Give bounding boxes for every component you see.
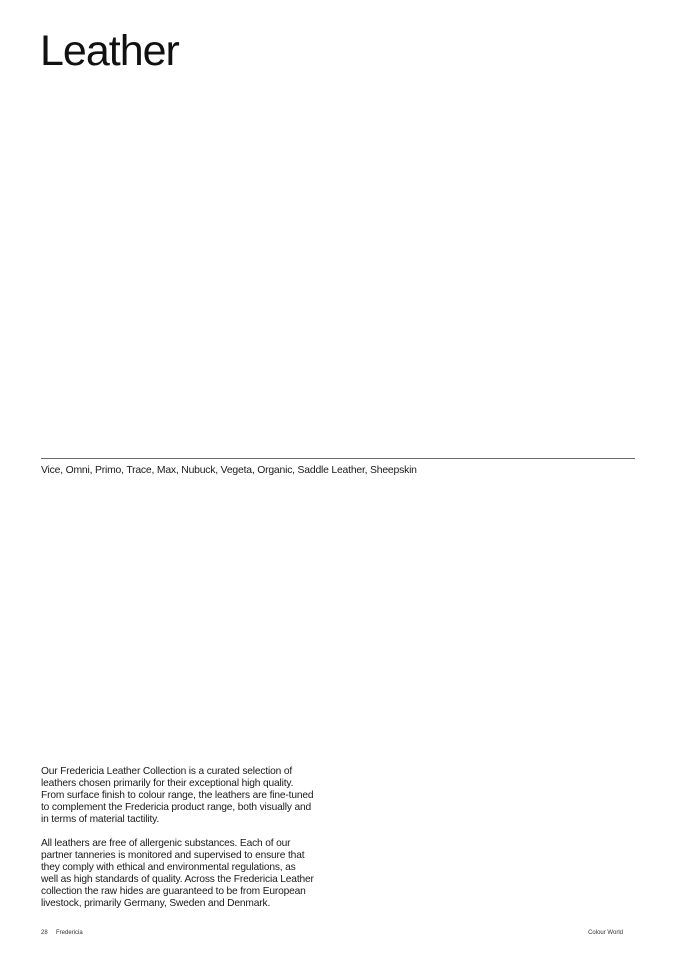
intro-paragraph	[41, 766, 323, 826]
footer-brand: Fredericia	[56, 930, 83, 936]
sourcing-paragraph	[41, 838, 323, 909]
paragraph-line: leathers chosen primarily for their exceptional high quality.	[41, 777, 294, 789]
footer-page-number: 28	[41, 930, 48, 936]
paragraph-line: collection the raw hides are guaranteed to be from European	[41, 885, 306, 897]
paragraph-line: in terms of material tactility.	[41, 813, 160, 825]
paragraph-line: From surface finish to colour range, the leathers are fine-tuned	[41, 789, 314, 801]
paragraph-line: Our Fredericia Leather Collection is a curated selection of	[41, 766, 293, 777]
paragraph-line: they comply with ethical and environmental regulations, as	[41, 861, 296, 873]
paragraph-line: to complement the Fredericia product range, both visually and	[41, 801, 312, 813]
paragraph-line: All leathers are free of allergenic substances. Each of our	[41, 838, 291, 849]
footer-section-name: Colour World	[588, 930, 623, 936]
section-divider	[41, 458, 635, 459]
paragraph-line: partner tanneries is monitored and supervised to ensure that	[41, 849, 305, 861]
paragraph-line: livestock, primarily Germany, Sweden and Denmark.	[41, 897, 271, 909]
paragraph-line: well as high standards of quality. Across the Fredericia Leather	[41, 873, 314, 885]
leather-types-list: Vice, Omni, Primo, Trace, Max, Nubuck, Vegeta, Organic, Saddle Leather, Sheepskin	[41, 465, 417, 476]
page-title: Leather	[40, 27, 179, 75]
